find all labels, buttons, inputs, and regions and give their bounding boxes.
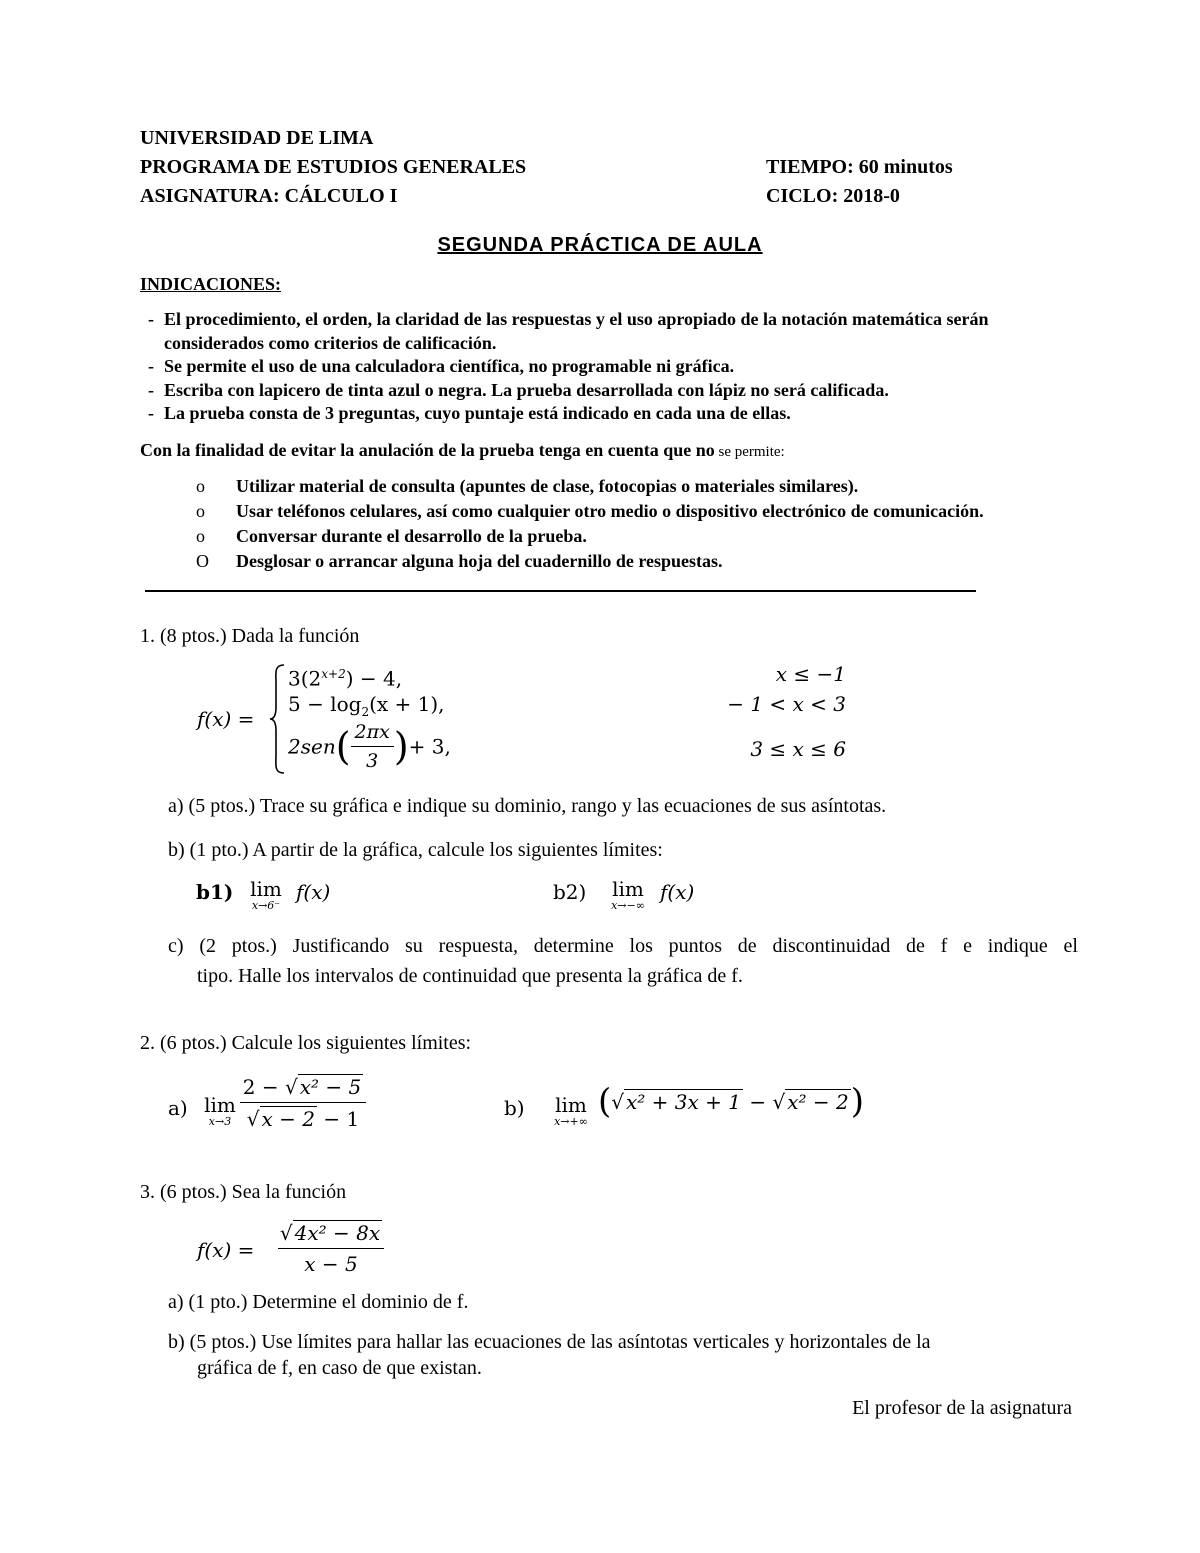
q2-b-label: b): [504, 1096, 525, 1120]
q2a-lim-sub: x→3: [208, 1115, 232, 1128]
intro-text: Con la finalidad de evitar la anulación de la prueba tenga en cuenta que no: [140, 440, 715, 460]
case1-tail: ) − 4,: [345, 666, 403, 691]
b2-lim-sub: x→−∞: [611, 899, 645, 912]
list-item: [196, 499, 984, 524]
q1-case2-cond: − 1 < x < 3: [727, 692, 846, 716]
q3-part-a: a) (1 pto.) Determine el dominio de f.: [168, 1291, 469, 1313]
q2b-minus: −: [749, 1090, 767, 1114]
b1-fx: f(x): [296, 880, 331, 904]
q3-part-b-line1: b) (5 ptos.) Use límites para hallar las ecuaciones de las asíntotas verticales y horizontales de la: [168, 1331, 931, 1353]
q1-case1-cond: x ≤ −1: [775, 662, 846, 686]
list-item: - Escriba con lapicero de tinta azul o negra. La prueba desarrollada con lápiz no será calificada.: [140, 379, 1080, 403]
prohibition-text: Desglosar o arrancar alguna hoja del cuadernillo de respuestas.: [236, 551, 723, 571]
program-name: PROGRAMA DE ESTUDIOS GENERALES: [140, 156, 527, 178]
q2-statement: 2. (6 ptos.) Calcule los siguientes límites:: [140, 1032, 472, 1054]
signature: El profesor de la asignatura: [852, 1397, 1072, 1419]
q1-part-c-line2: tipo. Halle los intervalos de continuidad que presenta la gráfica de f.: [197, 965, 743, 987]
indications-heading: INDICACIONES:: [140, 274, 282, 294]
q1-part-b: b) (1 pto.) A partir de la gráfica, calcule los siguientes límites:: [168, 839, 663, 861]
q1-fx-label: f(x) =: [197, 707, 255, 731]
q3-fraction: [278, 1220, 384, 1276]
case3-pre: 2sen: [288, 734, 336, 759]
list-item: [196, 549, 984, 574]
q1-part-a: a) (5 ptos.) Trace su gráfica e indique su dominio, rango y las ecuaciones de sus asíntotas.: [168, 795, 887, 817]
q2b-lim-word: lim: [555, 1093, 587, 1117]
indications-list: [140, 308, 1080, 426]
q2-b-limit: [544, 1094, 598, 1128]
q2a-num-radicand: x² − 5: [299, 1075, 362, 1099]
exam-cycle: CICLO: 2018-0: [766, 185, 900, 207]
b2-lim-word: lim: [612, 877, 644, 901]
case2-tail: (x + 1),: [369, 692, 445, 716]
list-item: - El procedimiento, el orden, la claridad de las respuestas y el uso apropiado de la notación matemática serán considerados como criterios de calificación.: [140, 308, 1080, 355]
prohibition-text: Conversar durante el desarrollo de la prueba.: [236, 526, 587, 546]
b1-lim-sub: x→6⁻: [251, 899, 281, 912]
list-item: [196, 524, 984, 549]
list-item: - Se permite el uso de una calculadora científica, no programable ni gráfica.: [140, 355, 1080, 379]
q2a-lim-word: lim: [204, 1093, 236, 1117]
q2b-radicand-2: x² − 2: [787, 1090, 849, 1114]
case2-pre: 5 − log: [288, 692, 362, 716]
list-item: [196, 474, 984, 499]
q2-a-limit: [200, 1094, 240, 1128]
q2a-den-radicand: x − 2: [261, 1107, 316, 1131]
b2-fx: f(x): [660, 880, 695, 904]
q2-b-expression: (√ x² + 3x + 1 − √ x² − 2): [598, 1081, 864, 1122]
bullet-icon: o: [196, 476, 205, 496]
prohibition-text: Usar teléfonos celulares, así como cualquier otro medio o dispositivo electrónico de comunicación.: [236, 501, 984, 521]
q2b-lim-sub: x→+∞: [554, 1115, 588, 1128]
case3-den: 3: [366, 750, 379, 772]
page-title: SEGUNDA PRÁCTICA DE AULA: [437, 234, 763, 256]
subject-name: ASIGNATURA: CÁLCULO I: [140, 185, 398, 207]
q3-denominator: x − 5: [304, 1252, 358, 1276]
university-name: UNIVERSIDAD DE LIMA: [140, 127, 374, 149]
q3-statement: 3. (6 ptos.) Sea la función: [140, 1181, 347, 1203]
q1-case3-cond: 3 ≤ x ≤ 6: [750, 737, 846, 761]
b2-label: b2): [553, 880, 587, 904]
q2-a-label: a): [168, 1096, 188, 1120]
exam-time: TIEMPO: 60 minutos: [766, 156, 953, 178]
list-item: - La prueba consta de 3 preguntas, cuyo puntaje está indicado en cada una de ellas.: [140, 402, 1080, 426]
q2a-denominator: √ x − 2 − 1: [246, 1107, 360, 1131]
paren-right: ): [393, 724, 409, 769]
prohibitions-list: [196, 474, 984, 574]
case2-subscript: 2: [361, 705, 370, 719]
q1-part-c-line1: c) (2 ptos.) Justificando su respuesta, determine los puntos de discontinuidad de f e indique el: [168, 935, 1078, 957]
case1-base: 3(2: [288, 666, 322, 691]
intro-small-text: se permite:: [714, 444, 785, 460]
divider: [145, 590, 976, 592]
paren-right: ): [850, 1081, 864, 1122]
b1-label: b1): [196, 880, 234, 904]
paren-left: (: [335, 724, 351, 769]
case3-tail: + 3,: [408, 734, 451, 759]
case3-num: 2πx: [351, 720, 394, 747]
prohibitions-intro: [140, 440, 785, 461]
q2a-den-post: − 1: [323, 1107, 360, 1131]
bullet-icon: o: [196, 526, 205, 546]
paren-left: (: [598, 1081, 612, 1122]
b1-lim-word: lim: [250, 877, 282, 901]
case1-exponent: x+2: [321, 667, 346, 681]
q1-statement: 1. (8 ptos.) Dada la función: [140, 625, 360, 647]
q2a-numerator: 2 − √ x² − 5: [240, 1074, 366, 1103]
q3-num-radicand: 4x² − 8x: [294, 1221, 381, 1245]
q3-fx-label: f(x) =: [197, 1238, 255, 1262]
q2b-radicand-1: x² + 3x + 1: [626, 1090, 741, 1114]
bullet-icon: O: [196, 551, 209, 571]
b2-limit: [604, 878, 652, 912]
q2-a-fraction: [240, 1074, 366, 1131]
q3-numerator: √ 4x² − 8x: [278, 1220, 384, 1249]
q2a-num-pre: 2 −: [242, 1075, 279, 1099]
b1-limit: [244, 878, 288, 912]
bullet-icon: o: [196, 501, 205, 521]
prohibition-text: Utilizar material de consulta (apuntes de clase, fotocopias o materiales similares).: [236, 476, 859, 496]
q3-part-b-line2: gráfica de f, en caso de que existan.: [197, 1357, 482, 1379]
